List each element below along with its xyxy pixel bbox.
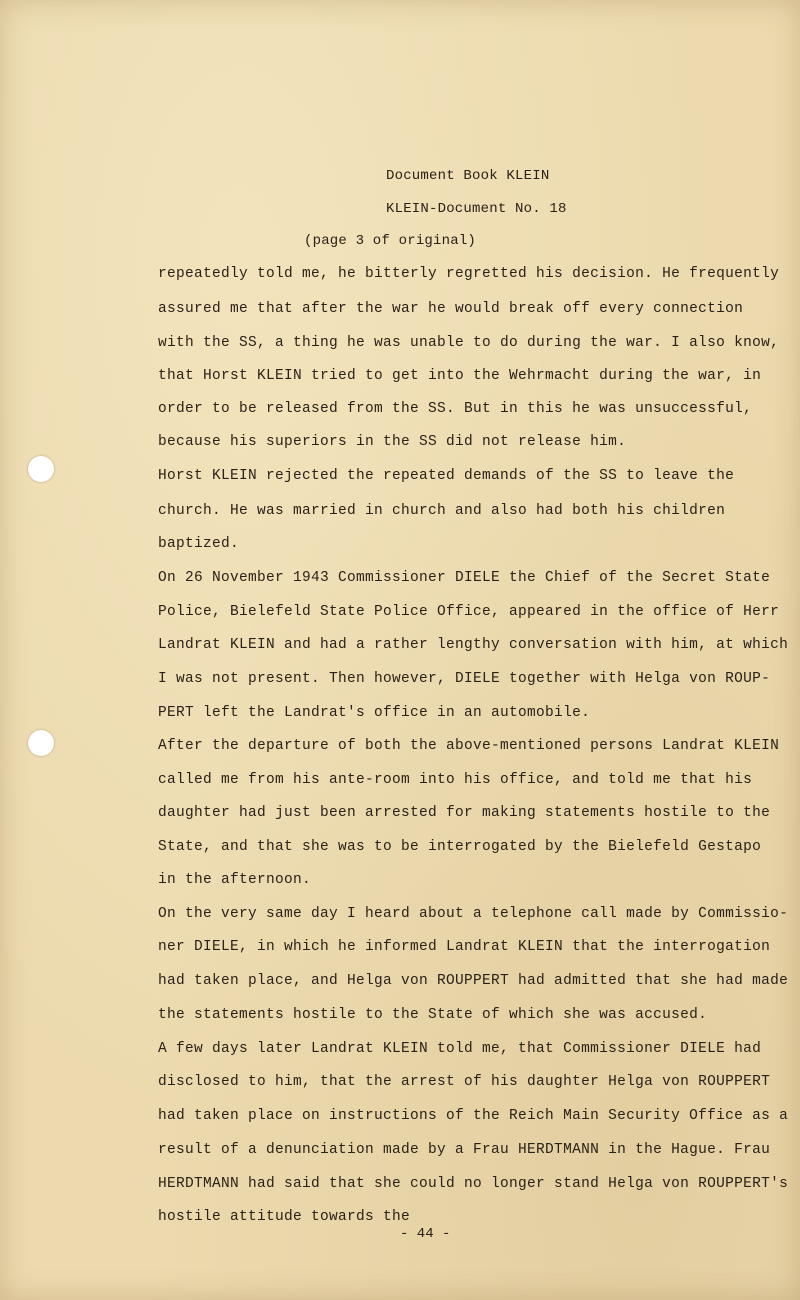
body-line: State, and that she was to be interrogated by the Bielefeld Gestapo	[158, 839, 762, 855]
body-line: Police, Bielefeld State Police Office, appeared in the office of Herr	[158, 604, 780, 620]
body-line: I was not present. Then however, DIELE together with Helga von ROUP-	[158, 671, 771, 687]
body-line: daughter had just been arrested for making statements hostile to the	[158, 805, 771, 821]
body-line: that Horst KLEIN tried to get into the Wehrmacht during the war, in	[158, 368, 762, 384]
body-line: Landrat KLEIN and had a rather lengthy conversation with him, at which	[158, 637, 789, 653]
body-line: disclosed to him, that the arrest of his daughter Helga von ROUPPERT	[158, 1074, 771, 1090]
page-reference: (page 3 of original)	[304, 233, 477, 249]
body-line: result of a denunciation made by a Frau HERDTMANN in the Hague. Frau	[158, 1142, 771, 1158]
body-line: HERDTMANN had said that she could no longer stand Helga von ROUPPERT's	[158, 1176, 789, 1192]
body-line: the statements hostile to the State of which she was accused.	[158, 1007, 708, 1023]
body-line: order to be released from the SS. But in this he was unsuccessful,	[158, 401, 753, 417]
body-line: ner DIELE, in which he informed Landrat KLEIN that the interrogation	[158, 939, 771, 955]
body-line: repeatedly told me, he bitterly regretted his decision. He frequently	[158, 266, 780, 282]
body-line: called me from his ante-room into his office, and told me that his	[158, 772, 753, 788]
body-line: church. He was married in church and also had both his children	[158, 503, 726, 519]
document-number: KLEIN-Document No. 18	[386, 201, 567, 217]
body-line: On 26 November 1943 Commissioner DIELE the Chief of the Secret State	[158, 570, 771, 586]
body-line: had taken place, and Helga von ROUPPERT had admitted that she had made	[158, 973, 789, 989]
body-line: Horst KLEIN rejected the repeated demands of the SS to leave the	[158, 468, 735, 484]
body-line: because his superiors in the SS did not release him.	[158, 434, 627, 450]
body-line: On the very same day I heard about a telephone call made by Commissio-	[158, 906, 789, 922]
book-title: Document Book KLEIN	[386, 168, 550, 184]
punch-hole-bottom	[28, 730, 54, 756]
body-line: had taken place on instructions of the Reich Main Security Office as a	[158, 1108, 789, 1124]
body-line: PERT left the Landrat's office in an automobile.	[158, 705, 591, 721]
page-number: - 44 -	[400, 1226, 451, 1242]
punch-hole-top	[28, 456, 54, 482]
body-line: with the SS, a thing he was unable to do during the war. I also know,	[158, 335, 780, 351]
body-line: A few days later Landrat KLEIN told me, that Commissioner DIELE had	[158, 1041, 762, 1057]
body-line: hostile attitude towards the	[158, 1209, 411, 1225]
body-line: baptized.	[158, 536, 240, 552]
body-line: in the afternoon.	[158, 872, 312, 888]
body-line: assured me that after the war he would break off every connection	[158, 301, 744, 317]
body-line: After the departure of both the above-mentioned persons Landrat KLEIN	[158, 738, 780, 754]
